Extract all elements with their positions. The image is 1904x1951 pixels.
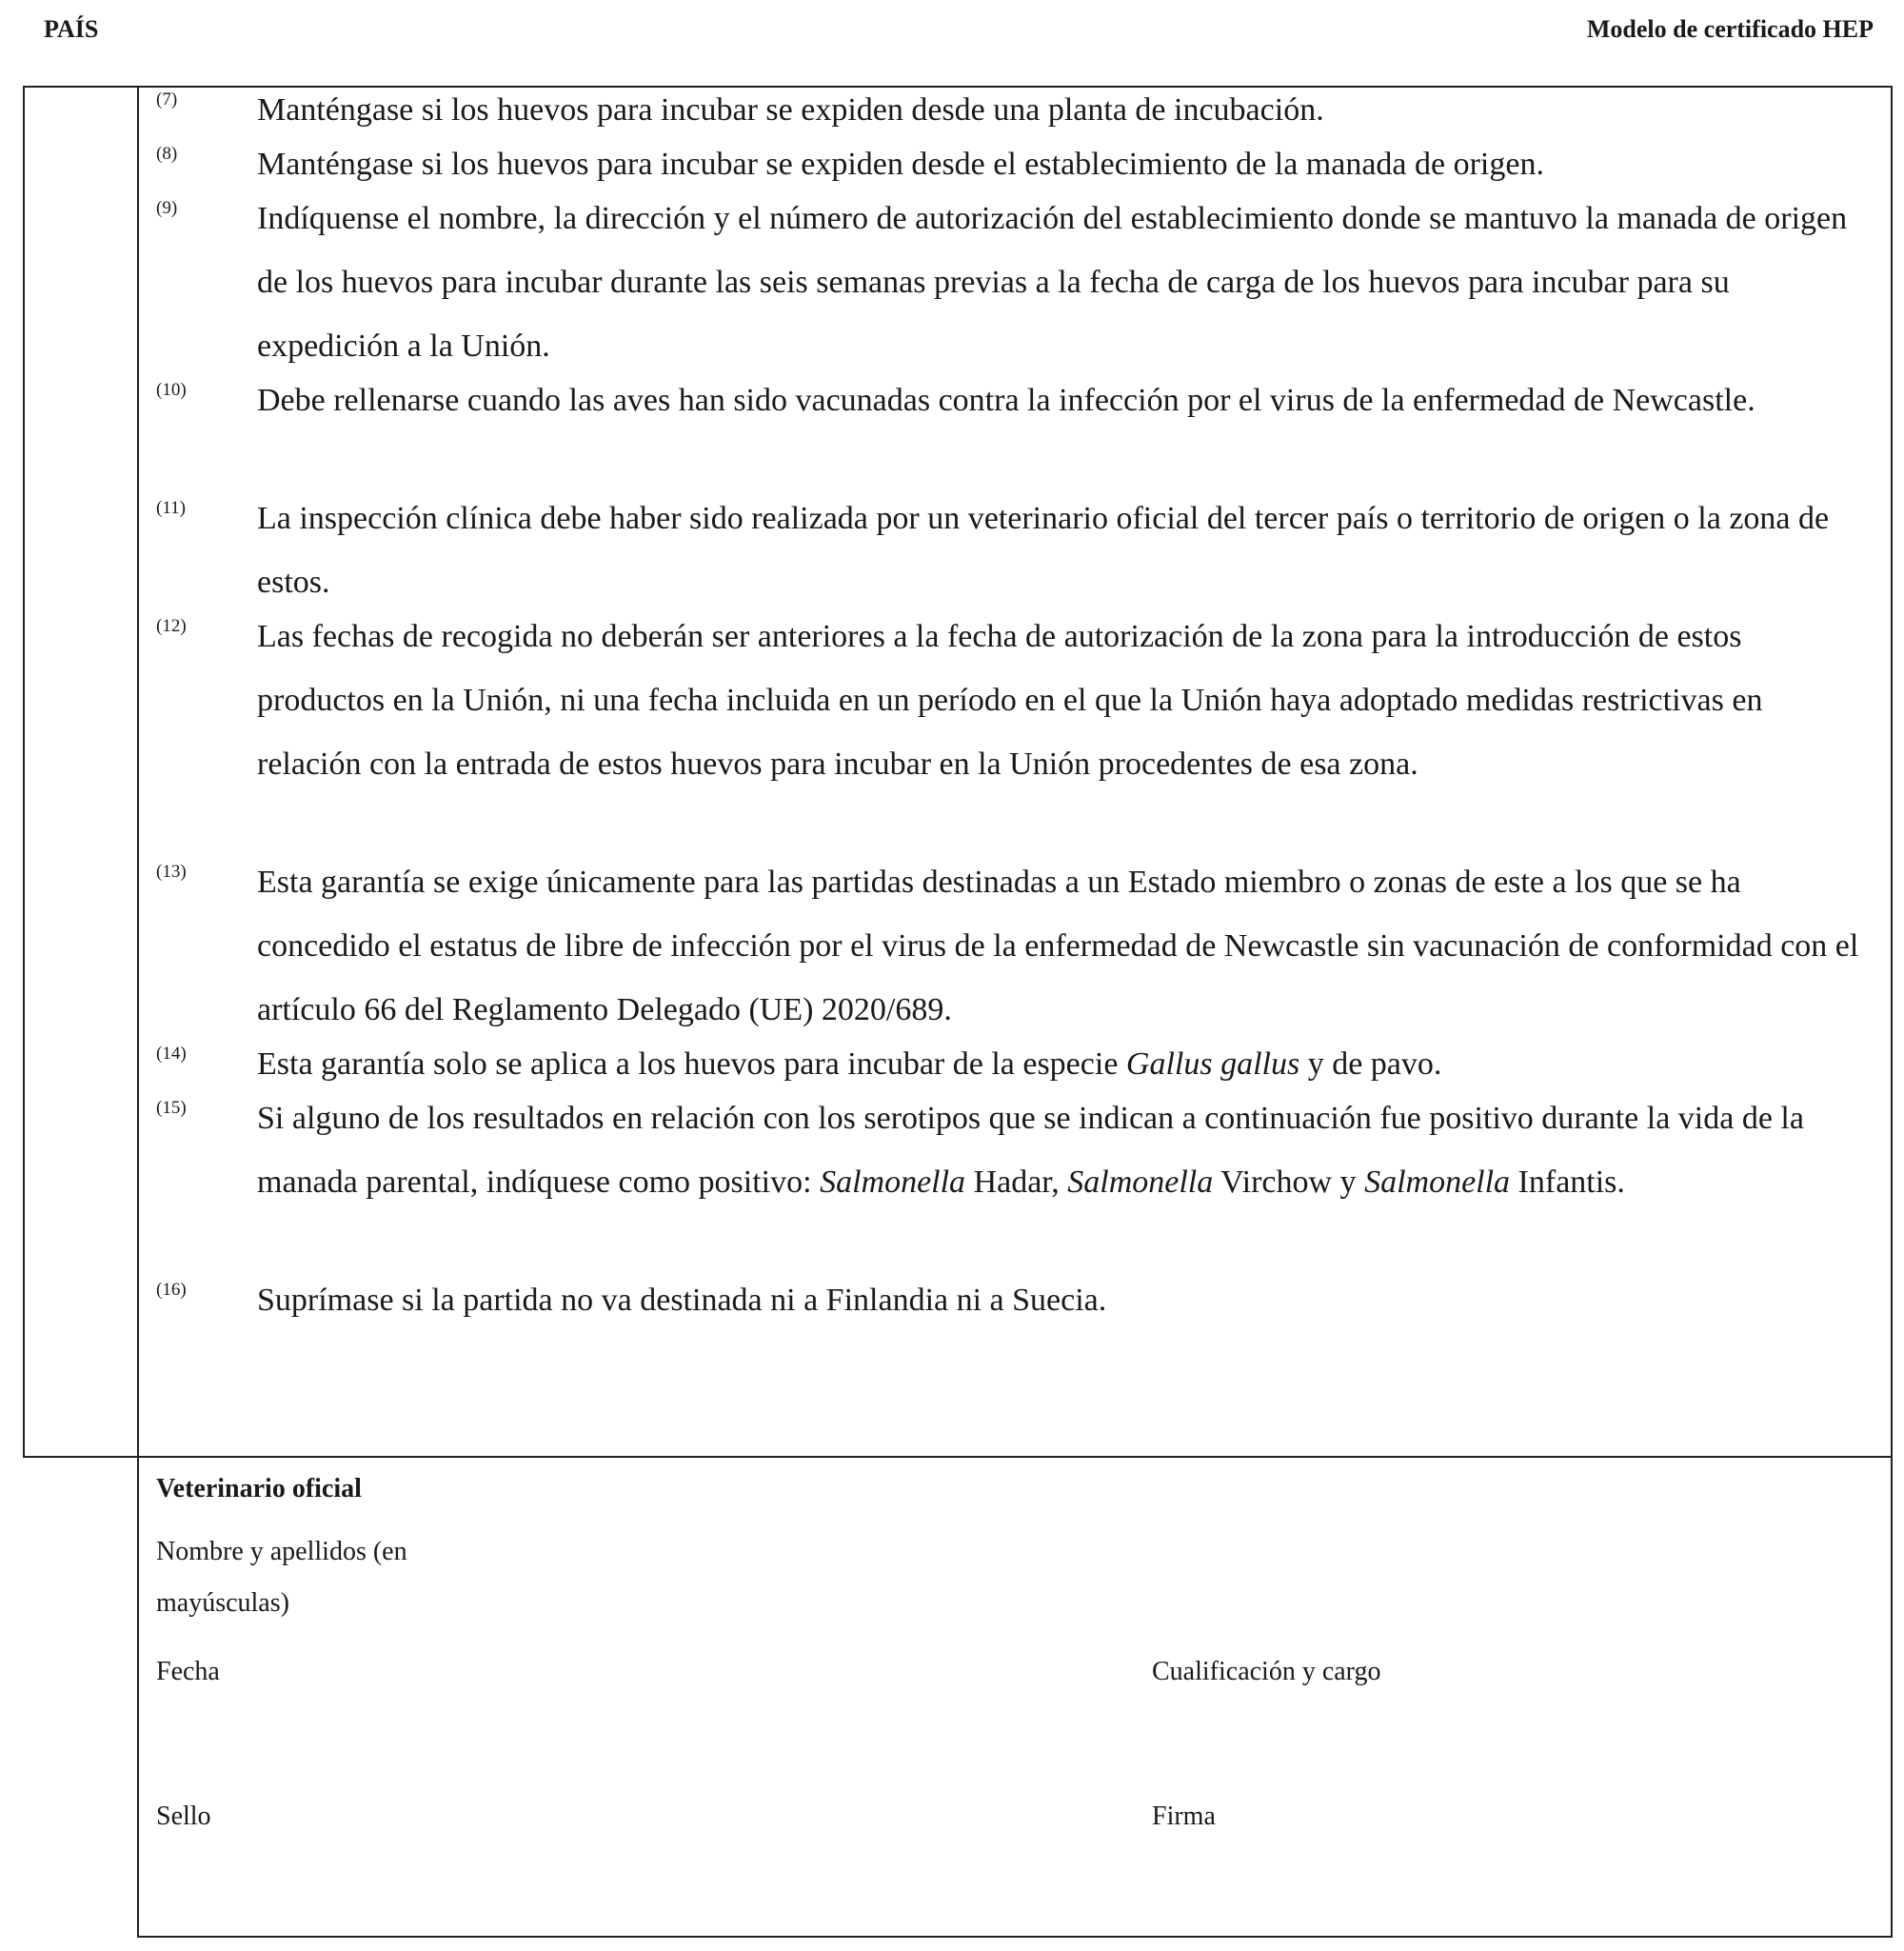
species-name-italic: Salmonella xyxy=(1067,1165,1214,1200)
country-label: PAÍS xyxy=(44,15,99,43)
note-text-segment: Si alguno de los resultados en relación con los serotipos que se indican a continuación fue positivo durante la vida de la manada parental, indíquese como positivo: xyxy=(257,1101,1804,1200)
date-field-label: Fecha xyxy=(156,1657,220,1686)
species-name-italic: Salmonella xyxy=(1364,1165,1511,1200)
note-text xyxy=(257,1268,1870,1332)
note-item xyxy=(156,614,1870,860)
note-text-segment: Esta garantía solo se aplica a los huevos para incubar de la especie xyxy=(257,1046,1126,1082)
right-border xyxy=(1891,86,1893,1938)
left-border xyxy=(23,86,25,1456)
stamp-field-label: Sello xyxy=(156,1802,211,1831)
species-name-italic: Gallus gallus xyxy=(1125,1046,1300,1082)
note-text xyxy=(257,487,1870,614)
inner-column-border xyxy=(137,86,139,1938)
notes-list xyxy=(156,88,1870,1332)
note-number: (10) xyxy=(156,380,187,400)
note-text-segment: Debe rellenarse cuando las aves han sido vacunadas contra la infección por el virus de la enfermedad de Newcastle. xyxy=(257,383,1755,418)
name-field-label-cont: mayúsculas) xyxy=(156,1588,289,1618)
name-field-label: Nombre y apellidos (en xyxy=(156,1537,407,1566)
note-number: (12) xyxy=(156,616,187,636)
bottom-border xyxy=(137,1936,1893,1938)
certificate-model-label: Modelo de certificado HEP xyxy=(1586,15,1874,43)
species-name-italic: Salmonella xyxy=(820,1165,966,1200)
note-item xyxy=(156,196,1870,378)
note-number: (9) xyxy=(156,198,178,218)
note-item xyxy=(156,1278,1870,1332)
note-text-segment: y de pavo. xyxy=(1299,1046,1442,1082)
note-number: (7) xyxy=(156,90,178,109)
note-item xyxy=(156,860,1870,1042)
note-text-segment: Infantis. xyxy=(1510,1165,1625,1200)
note-number: (8) xyxy=(156,144,178,164)
note-text-segment: Manténgase si los huevos para incubar se expiden desde el establecimiento de la manada de origen. xyxy=(257,147,1544,182)
note-text xyxy=(257,605,1870,860)
note-item xyxy=(156,378,1870,496)
note-text xyxy=(257,368,1870,496)
note-text-segment: Virchow y xyxy=(1213,1165,1365,1200)
note-text-segment: Las fechas de recogida no deberán ser anteriores a la fecha de autorización de la zona para la introducción de estos productos en la Unión, ni una fecha incluida en un período en el que la Unión haya adoptado medidas restrictivas en relación con la entrada de estos huevos para incubar en la Unión procedentes de esa zona. xyxy=(257,619,1763,782)
note-text xyxy=(257,850,1870,1042)
note-text-segment: Indíquense el nombre, la dirección y el número de autorización del establecimiento donde se mantuvo la manada de origen de los huevos para incubar durante las seis semanas previas a la fecha de carga de los huevos para incubar para su expedición a la Unión. xyxy=(257,201,1848,364)
note-item xyxy=(156,496,1870,614)
note-text-segment: Esta garantía se exige únicamente para las partidas destinadas a un Estado miembro o zonas de este a los que se ha concedido el estatus de libre de infección por el virus de la enfermedad de Newcastle sin vacunación de conformidad con el artículo 66 del Reglamento Delegado (UE) 2020/689. xyxy=(257,865,1859,1027)
note-number: (13) xyxy=(156,862,187,882)
note-text-segment: Hadar, xyxy=(965,1165,1068,1200)
note-number: (15) xyxy=(156,1098,187,1118)
note-text xyxy=(257,1086,1870,1278)
note-text xyxy=(257,187,1870,378)
note-number: (11) xyxy=(156,498,186,518)
note-item xyxy=(156,1096,1870,1278)
note-text-segment: Suprímase si la partida no va destinada ni a Finlandia ni a Suecia. xyxy=(257,1283,1107,1318)
note-number: (14) xyxy=(156,1044,187,1064)
note-text-segment: La inspección clínica debe haber sido realizada por un veterinario oficial del tercer país o territorio de origen o la zona de estos. xyxy=(257,501,1830,600)
official-vet-heading: Veterinario oficial xyxy=(156,1474,362,1503)
qualification-field-label: Cualificación y cargo xyxy=(1152,1657,1381,1686)
note-text-segment: Manténgase si los huevos para incubar se expiden desde una planta de incubación. xyxy=(257,92,1324,128)
section-divider xyxy=(23,1456,1893,1458)
signature-field-label: Firma xyxy=(1152,1802,1216,1831)
note-number: (16) xyxy=(156,1280,187,1300)
